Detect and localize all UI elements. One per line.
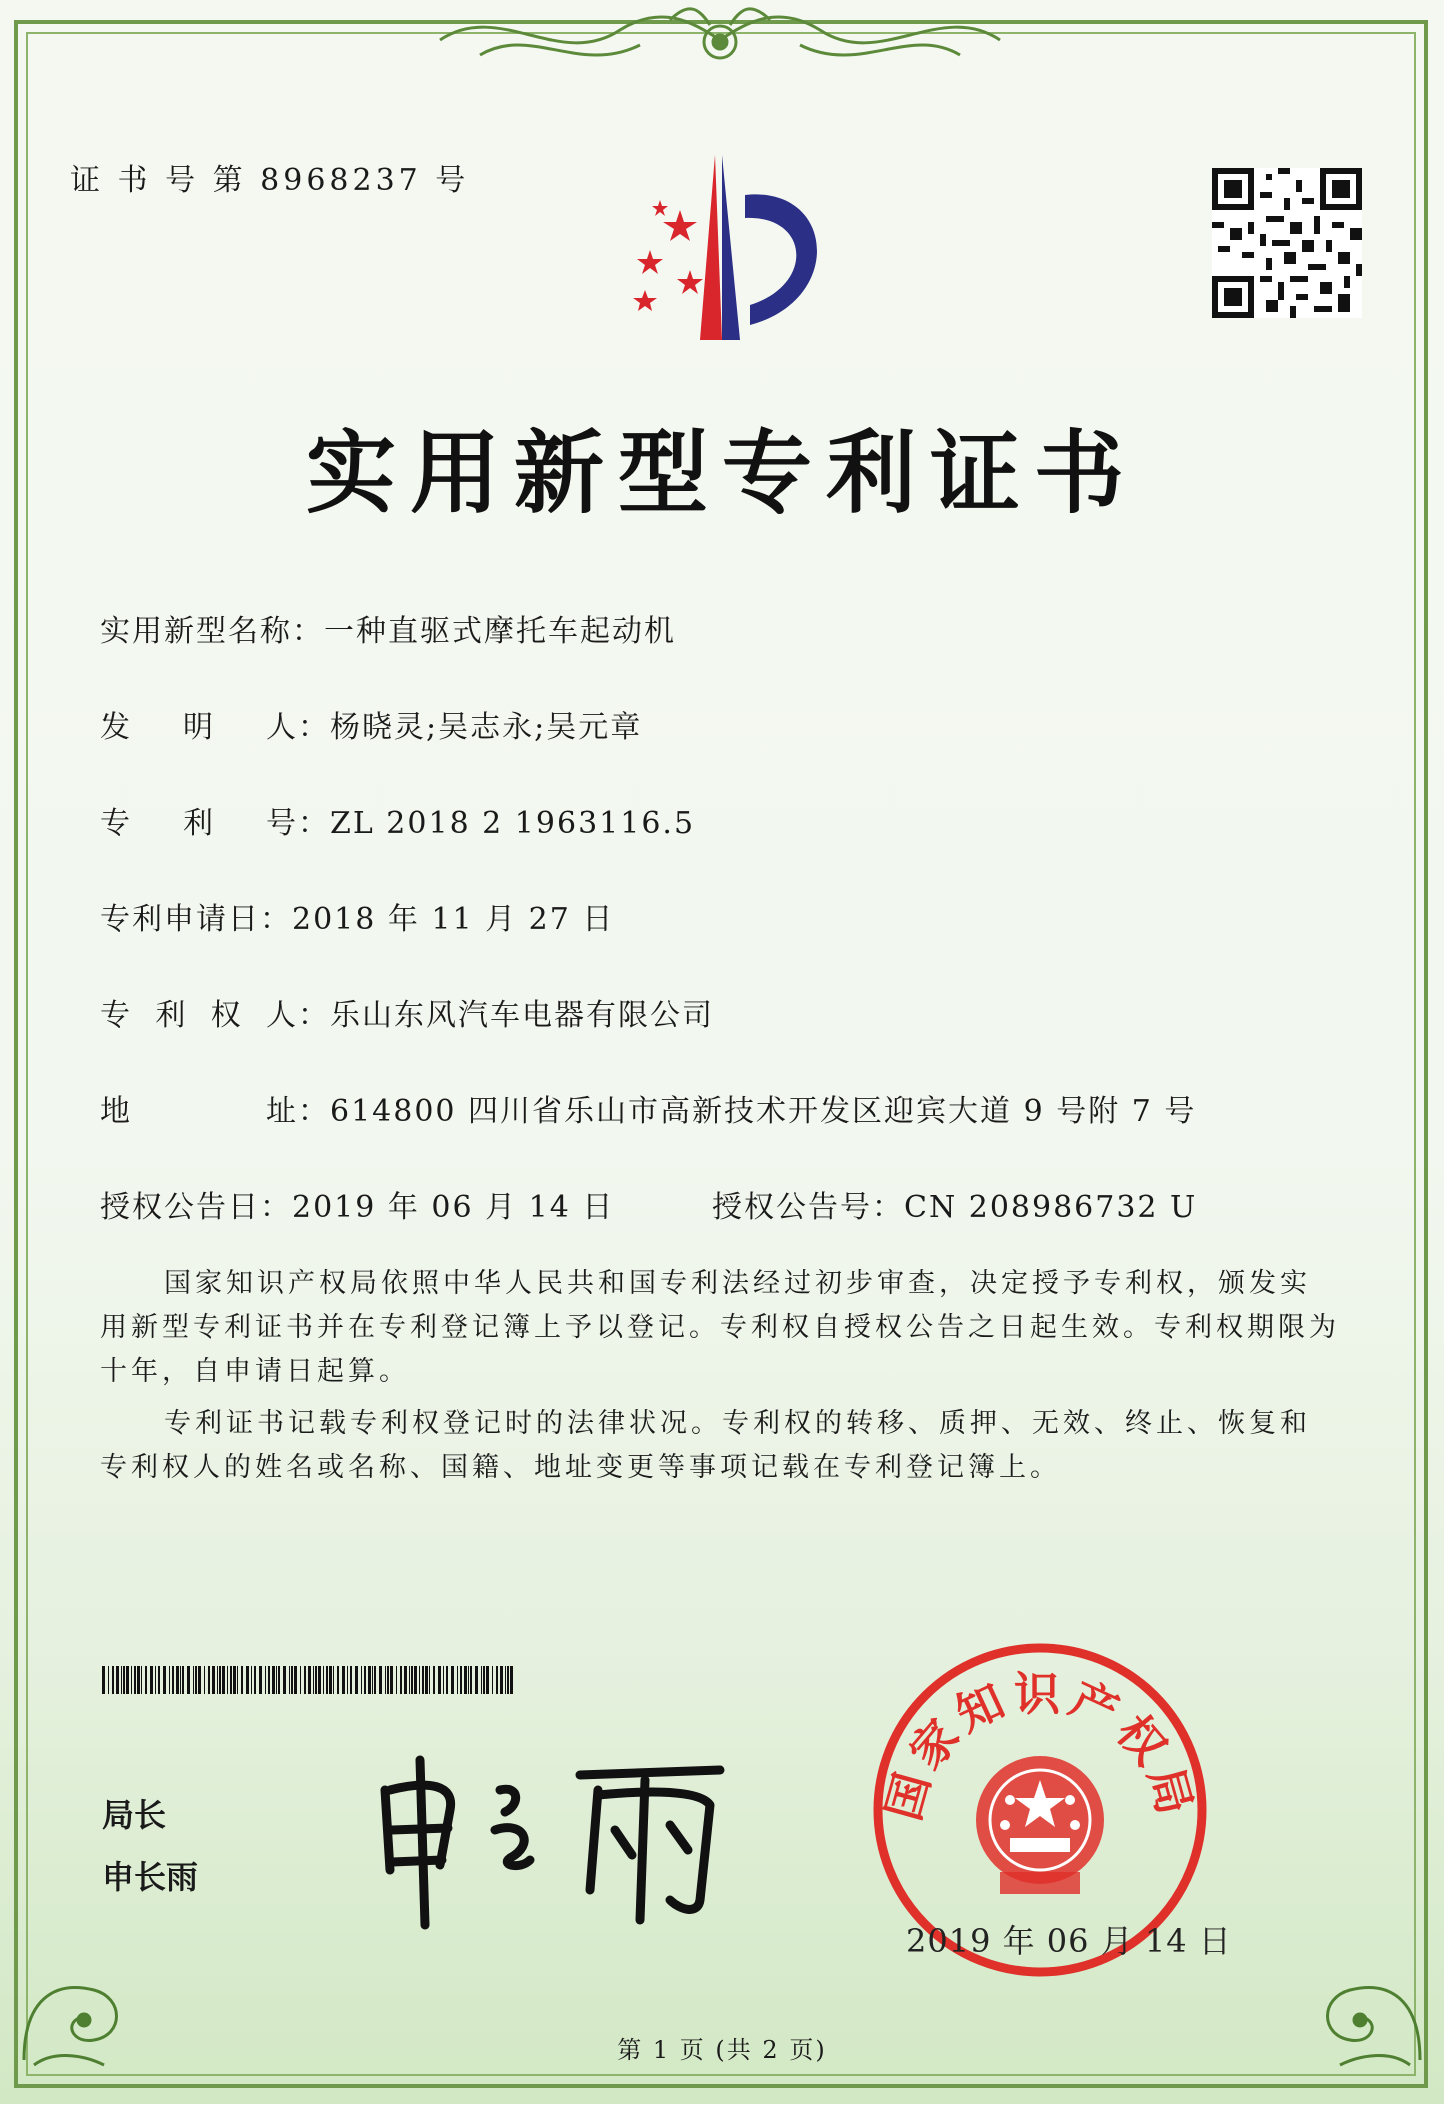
field-patent-number-value: ZL 2018 2 1963116.5 (330, 806, 696, 841)
field-inventor-value: 杨晓灵;吴志永;吴元章 (330, 710, 643, 745)
field-apply-date-value: 2018 年 11 月 27 日 (292, 902, 615, 937)
field-patent-number-label: 专 利 号 (100, 806, 298, 841)
signature-icon (370, 1750, 740, 1930)
statement-paragraph-1: 国家知识产权局依照中华人民共和国专利法经过初步审查，决定授予专利权，颁发实用新型专利证书并在专利登记簿上予以登记。专利权自授权公告之日起生效。专利权期限为十年，自申请日起算。 (100, 1268, 1340, 1387)
patent-office-emblem-icon (590, 150, 860, 350)
field-name (100, 606, 676, 650)
field-apply-date-label: 专利申请日： (100, 902, 292, 937)
field-holder-value: 乐山东风汽车电器有限公司 (330, 998, 714, 1033)
field-grant-number-label: 授权公告号： (712, 1190, 904, 1225)
certificate-title: 实用新型专利证书 (306, 421, 1138, 526)
director-name: 申长雨 (102, 1858, 199, 1896)
qr-code-icon (1212, 168, 1362, 318)
field-inventor-label: 发 明 人 (100, 710, 298, 745)
field-holder-label: 专 利 权 人 (100, 998, 298, 1033)
field-address-label: 地 址 (100, 1094, 298, 1129)
field-grant-date-label: 授权公告日： (100, 1190, 292, 1225)
statement-paragraph-2: 专利证书记载专利权登记时的法律状况。专利权的转移、质押、无效、终止、恢复和专利权人的姓名或名称、国籍、地址变更等事项记载在专利登记簿上。 (100, 1408, 1311, 1483)
field-grant-date (100, 1182, 614, 1226)
field-name-value: 一种直驱式摩托车起动机 (324, 614, 676, 649)
field-grant-number (712, 1182, 1197, 1226)
top-ornament-icon (420, 0, 1020, 80)
field-grant-number-value: CN 208986732 U (904, 1190, 1198, 1225)
field-grant-date-value: 2019 年 06 月 14 日 (292, 1190, 615, 1225)
certificate-number: 证 书 号 第 8968237 号 (70, 163, 470, 198)
seal-text: 国家知识产权局 (875, 1667, 1205, 1826)
field-name-label: 实用新型名称： (100, 614, 324, 649)
field-holder: 专 利 权 人 ：乐山东风汽车电器有限公司 (100, 990, 714, 1034)
barcode-icon (102, 1666, 514, 1694)
field-patent-number: 专 利 号 ：ZL 2018 2 1963116.5 (100, 798, 695, 842)
director-title: 局长 (102, 1796, 167, 1834)
field-address-value: 614800 四川省乐山市高新技术开发区迎宾大道 9 号附 7 号 (330, 1094, 1197, 1129)
seal-date: 2019 年 06 月 14 日 (906, 1922, 1232, 1960)
field-address: 地 址 ：614800 四川省乐山市高新技术开发区迎宾大道 9 号附 7 号 (100, 1086, 1196, 1130)
field-inventor: 发 明 人 ：杨晓灵;吴志永;吴元章 (100, 702, 642, 746)
page-indicator: 第 1 页 (共 2 页) (617, 2036, 827, 2064)
field-apply-date (100, 894, 614, 938)
